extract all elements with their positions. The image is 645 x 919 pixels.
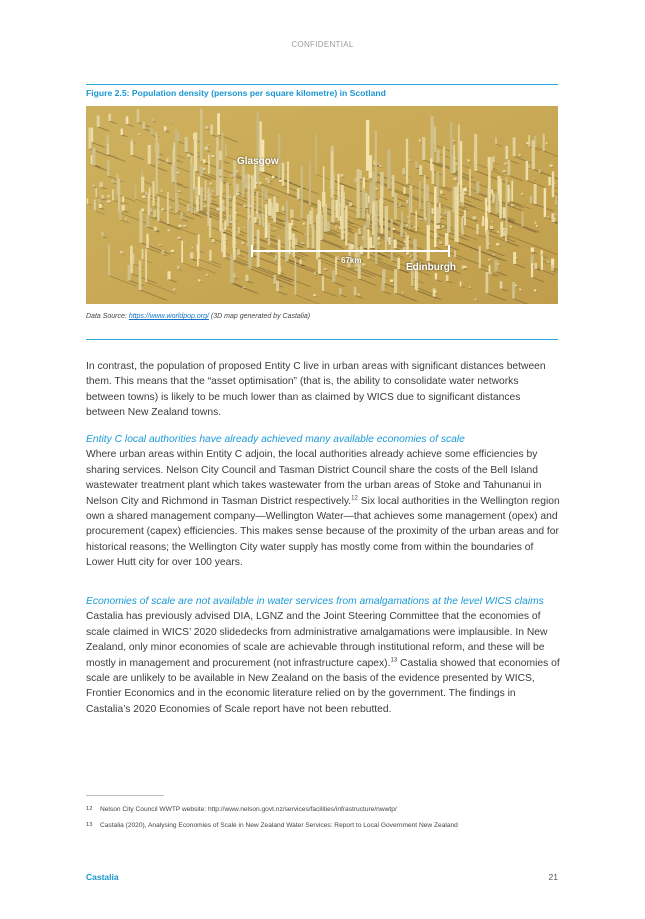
- footnote-ref-12: 12: [351, 495, 358, 502]
- worldpop-link[interactable]: https://www.worldpop.org/: [128, 313, 209, 320]
- section-economies-achieved: [86, 432, 560, 571]
- glasgow-label: Glasgow: [237, 156, 279, 167]
- footnote-number: 12: [86, 806, 93, 812]
- footnote-text: Nelson City Council WWTP website: http://www.nelson.govt.nz/services/facilities/infrastructure/nwwtp/: [100, 806, 397, 813]
- source-suffix: (3D map generated by Castalia): [208, 313, 311, 320]
- shared-services-text-a: Where urban areas within Entity C adjoin, the local authorities already achieve some efficiencies by sharing services. Nelson City Council and Tasman District Council share the costs of the Bell Island wastewater treatment plant which takes wastewater from the urban areas of Stoke and Tahunanui in Nelson City and Richmond in Tasman District respectively.: [86, 449, 542, 507]
- scale-bar-tick-left: [251, 245, 253, 257]
- figure-bottom-rule: [86, 339, 558, 340]
- footer-brand: Castalia: [86, 872, 119, 882]
- footnote-separator: [86, 795, 164, 796]
- population-density-map: [86, 106, 558, 304]
- scale-bar: [251, 250, 449, 252]
- paragraph-castalia-advice: [86, 609, 560, 717]
- scale-label: 67km: [341, 256, 362, 265]
- castalia-advice-text-b: Castalia showed that economies of scale are unlikely to be available in New Zealand on the basis of the evidence presented by WICS, Frontier Economics and in the economic literature relied on by the government. The findings in Castalia’s 2020 Economies of Scale report have not been rebutted.: [86, 657, 560, 715]
- footnote-ref-13: 13: [390, 657, 398, 664]
- scale-bar-tick-right: [448, 245, 450, 257]
- subheading-economies-achieved: Entity C local authorities have already achieved many available economies of scale: [86, 434, 465, 445]
- paragraph-shared-services: [86, 447, 560, 570]
- shared-services-text-b: Six local authorities in the Wellington region own a shared management company—Wellington Water—that achieves some management (opex) and procurement (capex) efficiencies. This makes sense because of the proximity of the urban areas and for historical reasons; the Wellington City water supply has mostly come from within the boundaries of Lower Hutt city for over 100 years.: [86, 495, 560, 569]
- edinburgh-label: Edinburgh: [406, 262, 456, 273]
- density-relief-graphic: [86, 106, 558, 304]
- figure-source: [86, 313, 310, 320]
- body-paragraph-1: [86, 359, 560, 421]
- paragraph-asset-optimisation: In contrast, the population of proposed Entity C live in urban areas with significant distances between them. This means that the “asset optimisation” (that is, the ability to consolidate water networks between towns) is likely to be much lower than as claimed by WICS due to significant distances between New Zealand towns.: [86, 361, 546, 419]
- castalia-advice-text-a: Castalia has previously advised DIA, LGNZ and the Joint Steering Committee that the economies of scale claimed in WICS’ 2020 slidedecks from administrative amalgamations were implausible. In New Zealand, only minor economies of scale are achievable through institutional reform, and these will be mostly in management and procurement (not infrastructure capex).: [86, 611, 548, 669]
- footnote-13: [86, 822, 458, 829]
- confidential-header: CONFIDENTIAL: [291, 40, 354, 49]
- footnote-12: [86, 806, 397, 813]
- subheading-economies-not-available: Economies of scale are not available in water services from amalgamations at the level WICS claims: [86, 596, 544, 607]
- footnote-number: 13: [86, 822, 93, 828]
- section-economies-not-available: [86, 594, 560, 717]
- source-prefix: Data Source:: [86, 313, 129, 320]
- footnote-text: Castalia (2020), Analysing Economies of Scale in New Zealand Water Services: Report to Local Government New Zealand: [100, 822, 458, 829]
- figure-caption: Figure 2.5: Population density (persons per square kilometre) in Scotland: [86, 88, 386, 98]
- page-number: 21: [548, 872, 558, 882]
- figure-top-rule: [86, 84, 558, 85]
